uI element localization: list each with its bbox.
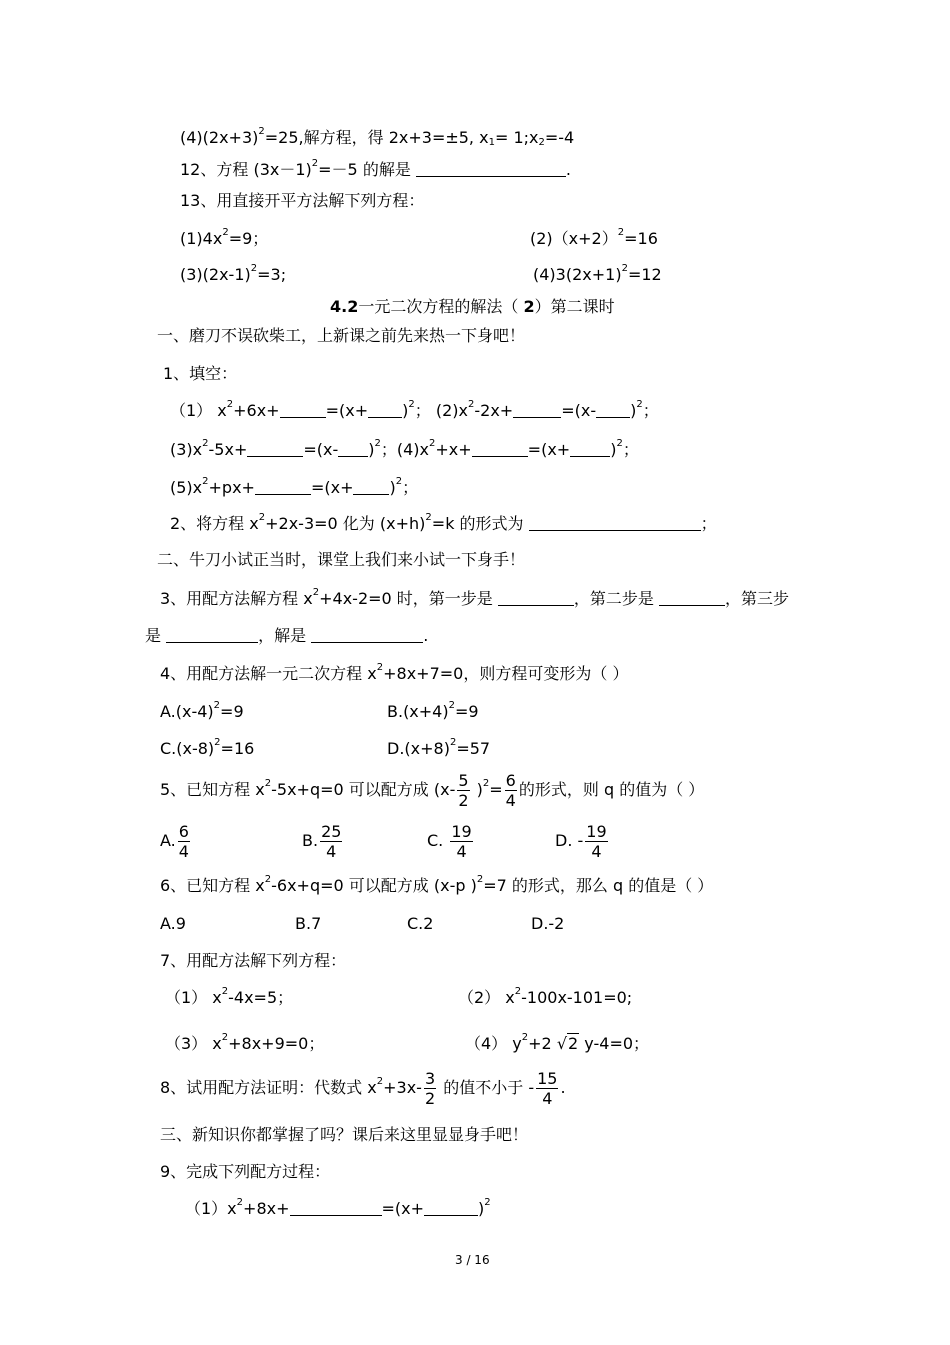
question-2: 2、将方程 $x^2+2x-3=0$ 化为 $(x+h)^2=k$ 的形式为 ； [170,512,717,533]
q6-option-d: D.-2 [531,914,565,933]
q5-option-a: A. $\frac{6}{4}$ [160,822,189,861]
section-2-heading: 二、牛刀小试正当时，课堂上我们来小试一下身手！ [157,550,526,569]
q13-part-3: $(3)(2x-1)^2=3$; [180,263,287,284]
q5-option-d: D. - $\frac{19}{4}$ [555,822,607,861]
line-4-2x3: $(4)(2x+3)^2=25$,解方程，得 2x+3=±5, $x_1=$ $1;x_2=-4$ [180,126,575,148]
q6-option-b: B.7 [295,914,322,933]
question-5: 5、已知方程 $x^2-5x+q=0$ 可以配方成 (x- $\frac{5}{2}$ )$^2$= $\frac{6}{4}$ 的形式，则 q 的值为（ ） [160,771,705,810]
question-7: 7、用配方法解下列方程： [160,951,347,970]
section-title: 4.2一元二次方程的解法（ 2）第二课时 [330,297,615,316]
question-1: 1、填空： [163,364,238,383]
q5-option-c: C. $\frac{19}{4}$ [427,822,472,861]
fraction: $\frac{25}{4}$ [321,822,342,861]
question-6: 6、已知方程 $x^2-6x+q=0$ 可以配方成 (x-p )$^2$=7 的形式，那么 q 的值是（ ） [160,874,714,895]
q7-part-3: （3） $x^2+8x+9=0$； [165,1032,325,1053]
question-4: 4、用配方法解一元二次方程 $x^2+8x+7=0$，则方程可变形为（ ） [160,662,629,683]
fraction: $\frac{6}{4}$ [505,771,516,810]
fraction: $\frac{3}{2}$ [424,1069,436,1108]
q1-row-1: （1） $x^2+6x+ =(x+ )^2$； $(2)x^2-2x+ =(x-$ )$^2$； [170,399,659,420]
question-3: 3、用配方法解方程 $x^2+4x-2=0$ 时，第一步是 ，第二步是 ，第三步 [160,587,790,608]
fraction: $\frac{19}{4}$ [451,822,472,861]
q4-option-c: $C.(x-8)^2=16$ [160,737,255,758]
q13-part-1: $(1)4x^2=9$； [180,227,269,248]
question-8: 8、试用配方法证明：代数式 $x^2+3x-$ $\frac{3}{2}$ 的值不小于 - $\frac{15}{4}$ . [160,1069,566,1108]
q13-part-2: $(2)(x+2)^2=16$ [530,227,658,248]
section-3-heading: 三、新知识你都掌握了吗？课后来这里显显身手吧！ [160,1125,529,1144]
q4-option-d: $D.(x+8)^2=57$ [387,737,491,758]
question-9: 9、完成下列配方过程： [160,1162,331,1181]
fraction: $\frac{6}{4}$ [178,822,189,861]
q7-part-2: （2） $x^2-100x-101=0$; [458,986,633,1007]
square-root: √2 [556,1034,579,1053]
fraction: $\frac{19}{4}$ [586,822,607,861]
q7-part-4: （4） $y^2+2$ √2 y-4=0； [465,1032,650,1053]
section-1-heading: 一、磨刀不误砍柴工，上新课之前先来热一下身吧！ [157,326,526,345]
q6-option-c: C.2 [407,914,434,933]
question-12: 12、方程 $(3x-1)^2=-5$ 的解是 . [180,158,572,179]
q6-option-a: A.9 [160,914,186,933]
page-number: 3 / 16 [455,1253,490,1267]
question-13: 13、用直接开平方法解下列方程： [180,191,425,210]
q4-option-b: $B.(x+4)^2=9$ [387,700,479,721]
q13-part-4: $(4)3(2x+1)^2=12$ [533,263,662,284]
q1-row-3: $(5)x^2+px+ =(x+ )^2$； [170,476,419,497]
q5-option-b: B. $\frac{25}{4}$ [302,822,342,861]
q9-part-1: $(1)x^2+8x+ =(x+ )^2$ [185,1197,491,1218]
q7-part-1: （1） $x^2-4x=5$； [165,986,294,1007]
q4-option-a: $A.(x-4)^2=9$ [160,700,244,721]
question-3-cont: 是 ，解是 . [145,626,429,645]
fraction: $\frac{15}{4}$ [537,1069,558,1108]
fraction: $\frac{5}{2}$ [458,771,469,810]
q1-row-2: $(3)x^2-5x+ =(x-$ )$^2$；$(4)x^2+x+ =(x+ )^2$； [170,438,639,459]
